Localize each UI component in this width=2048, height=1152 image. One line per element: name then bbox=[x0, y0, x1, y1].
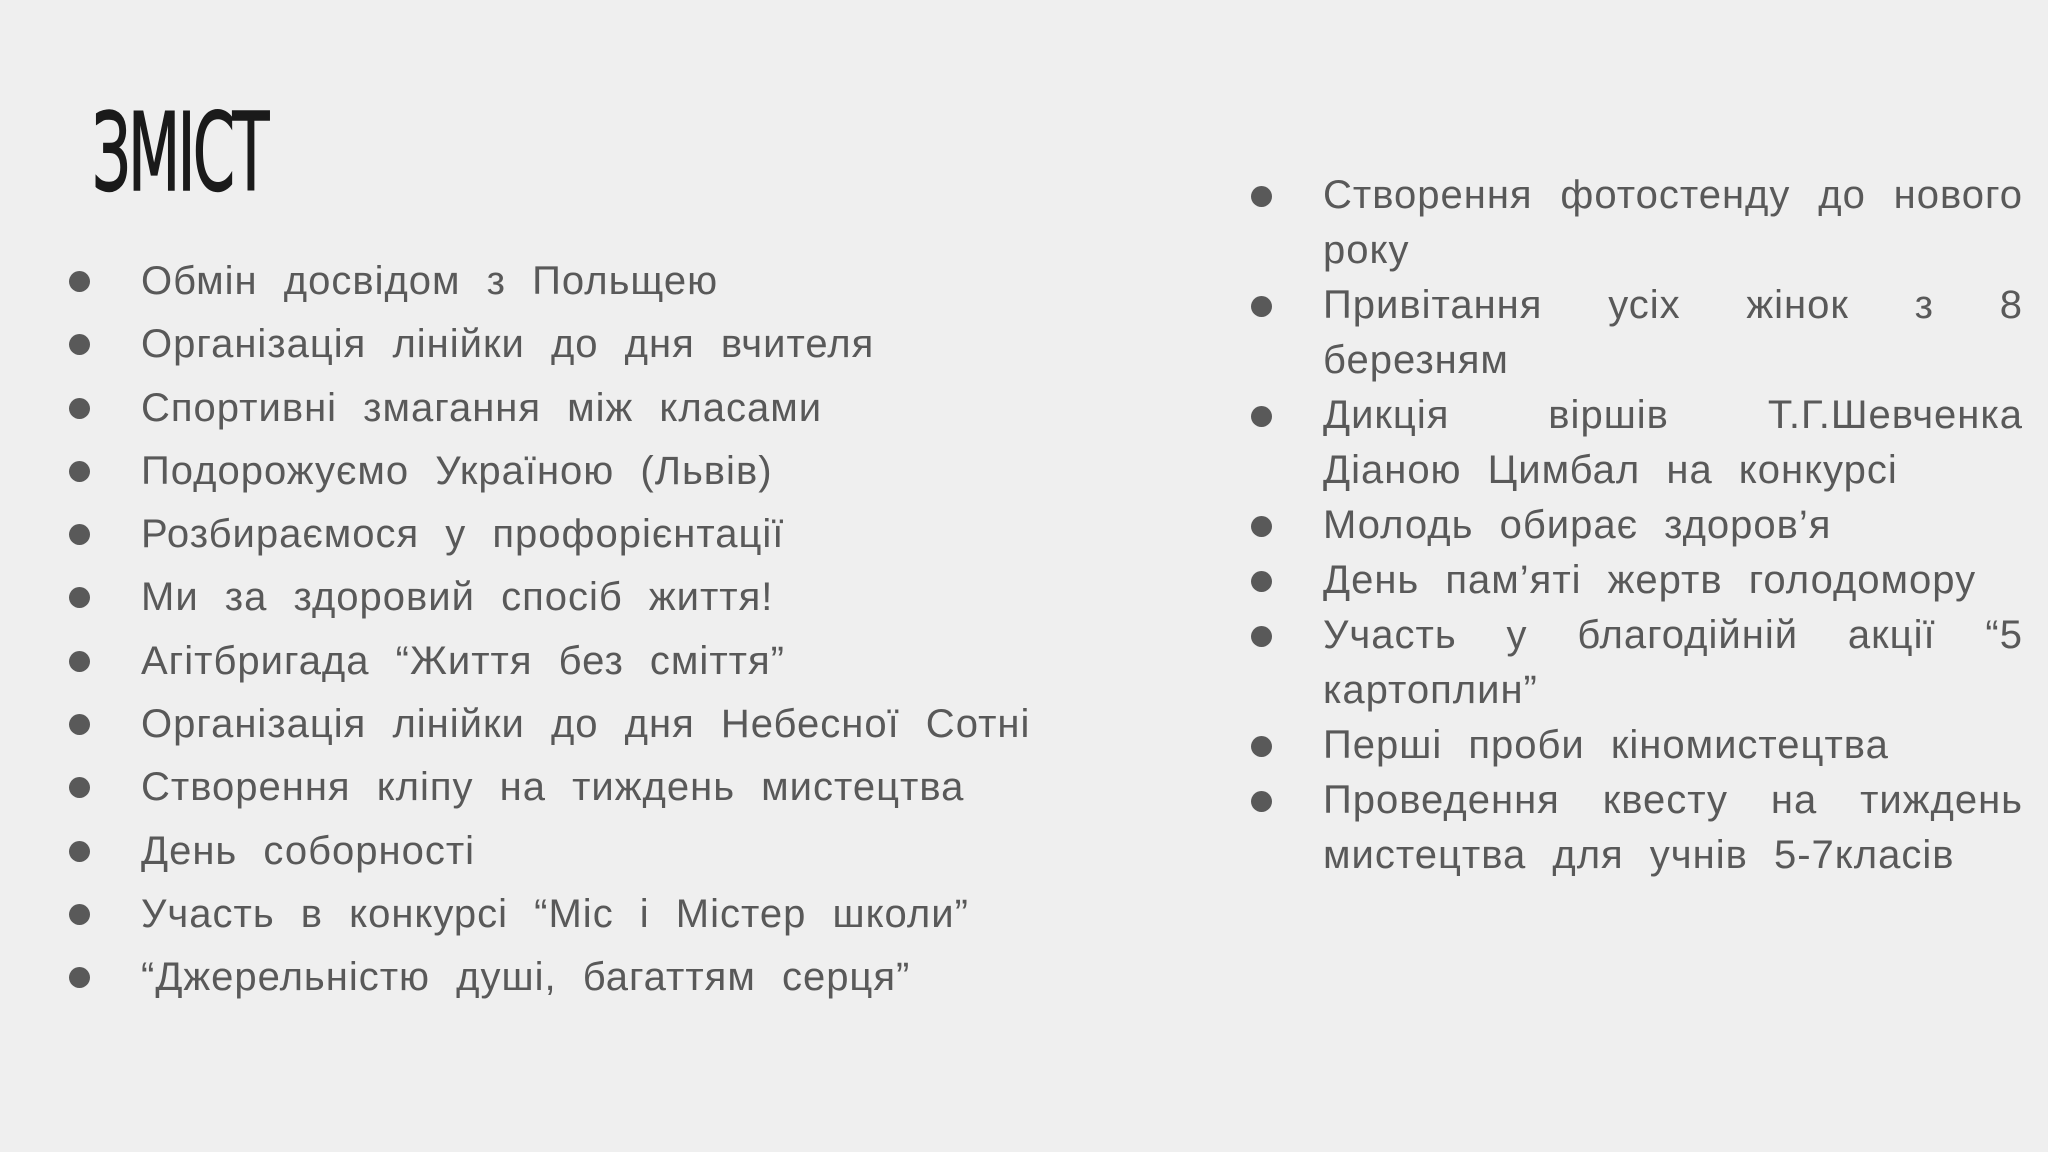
list-item bbox=[1323, 608, 2023, 718]
list-item-text: Створення фотостенду до нового року bbox=[1323, 173, 2023, 272]
list-item-text: “Джерельністю душі, багаттям серця” bbox=[141, 955, 911, 1000]
list-item-text: Привітання усіх жінок з 8 березням bbox=[1323, 283, 2023, 382]
list-item-text: День соборності bbox=[141, 828, 476, 873]
bullet-icon bbox=[69, 334, 90, 355]
bullet-icon bbox=[1251, 736, 1272, 757]
bullet-icon bbox=[69, 904, 90, 925]
list-item bbox=[141, 693, 1061, 756]
left-contents-list bbox=[141, 250, 1061, 1010]
list-item bbox=[1323, 773, 2023, 883]
list-item-text: Створення кліпу на тиждень мистецтва bbox=[141, 765, 965, 810]
list-item-text: Молодь обирає здоров’я bbox=[1323, 503, 1832, 547]
bullet-icon bbox=[1251, 186, 1272, 207]
bullet-icon bbox=[69, 651, 90, 672]
list-item bbox=[141, 883, 1061, 946]
bullet-icon bbox=[69, 967, 90, 988]
list-item-text: Участь в конкурсі “Міс і Містер школи” bbox=[141, 891, 969, 936]
list-item bbox=[141, 820, 1061, 883]
list-item bbox=[141, 440, 1061, 503]
list-item bbox=[141, 566, 1061, 629]
list-item-text: Перші проби кіномистецтва bbox=[1323, 723, 1889, 767]
list-item bbox=[141, 250, 1061, 313]
bullet-icon bbox=[1251, 516, 1272, 537]
list-item bbox=[1323, 278, 2023, 388]
list-item-text: Обмін досвідом з Польщею bbox=[141, 259, 719, 303]
list-item bbox=[1323, 168, 2023, 278]
bullet-icon bbox=[69, 461, 90, 482]
list-item-text: Агітбригада “Життя без сміття” bbox=[141, 638, 785, 683]
list-item bbox=[1323, 553, 2023, 608]
list-item-text: Ми за здоровий спосіб життя! bbox=[141, 575, 774, 620]
bullet-icon bbox=[69, 271, 90, 292]
bullet-icon bbox=[69, 777, 90, 798]
list-item bbox=[141, 377, 1061, 440]
bullet-icon bbox=[1251, 626, 1272, 647]
list-item-text: Участь у благодійній акції “5 картоплин” bbox=[1323, 613, 2023, 712]
list-item-text: Розбираємося у профорієнтації bbox=[141, 512, 785, 557]
bullet-icon bbox=[69, 714, 90, 735]
bullet-icon bbox=[69, 398, 90, 419]
slide-title: ЗМІСТ bbox=[92, 91, 267, 216]
list-item-text: Проведення квесту на тиждень мистецтва для учнів 5-7класів bbox=[1323, 778, 2023, 877]
list-item bbox=[1323, 388, 2023, 498]
right-contents-list bbox=[1323, 168, 2023, 883]
list-item bbox=[1323, 718, 2023, 773]
list-item bbox=[141, 313, 1061, 376]
bullet-icon bbox=[1251, 296, 1272, 317]
bullet-icon bbox=[69, 841, 90, 862]
list-item bbox=[141, 946, 1061, 1009]
list-item-text: Організація лінійки до дня вчителя bbox=[141, 322, 875, 367]
list-item-text: Організація лінійки до дня Небесної Сотні bbox=[141, 702, 1031, 747]
bullet-icon bbox=[1251, 571, 1272, 592]
list-item-text: Дикція віршів Т.Г.Шевченка Діаною Цимбал на конкурсі bbox=[1323, 393, 2023, 492]
bullet-icon bbox=[1251, 406, 1272, 427]
list-item bbox=[141, 630, 1061, 693]
list-item-text: Спортивні змагання між класами bbox=[141, 385, 823, 430]
bullet-icon bbox=[69, 587, 90, 608]
list-item-text: Подорожуємо Україною (Львів) bbox=[141, 448, 773, 493]
bullet-icon bbox=[69, 524, 90, 545]
list-item bbox=[1323, 498, 2023, 553]
bullet-icon bbox=[1251, 791, 1272, 812]
list-item-text: День пам’яті жертв голодомору bbox=[1323, 558, 1977, 602]
list-item bbox=[141, 756, 1061, 819]
list-item bbox=[141, 503, 1061, 566]
